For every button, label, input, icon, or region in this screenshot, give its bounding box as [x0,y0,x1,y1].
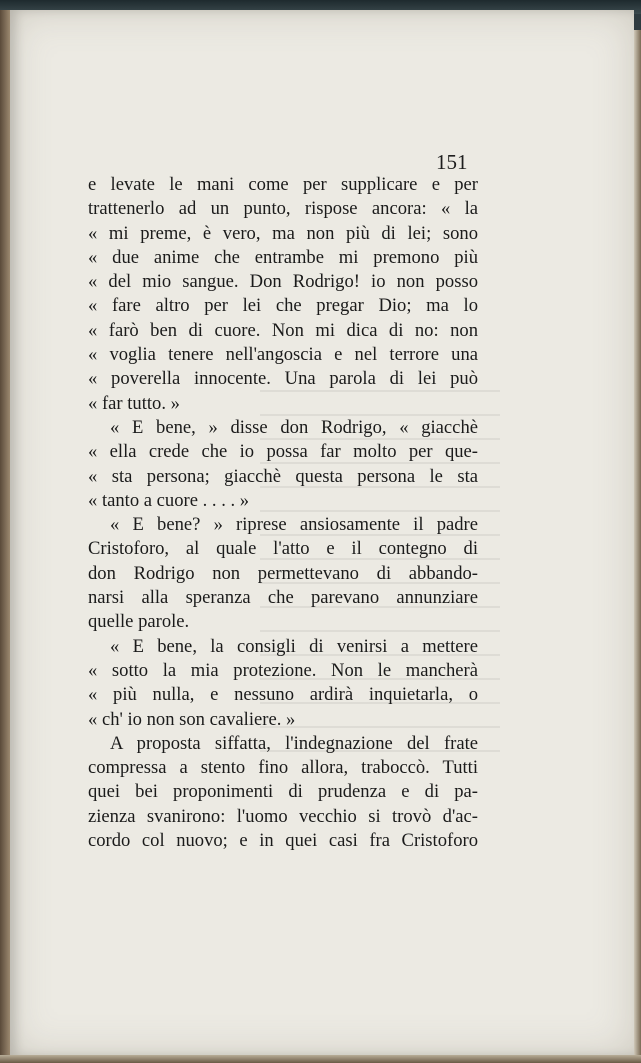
text-line: « più nulla, e nessuno ardirà inquietarla, o [88,684,478,706]
text-line: zienza svanirono: l'uomo vecchio si trovò d'ac- [88,805,478,827]
page-fore-edge [634,30,641,1063]
text-line: cordo col nuovo; e in quei casi fra Cristoforo [88,830,478,852]
text-line: compressa a stento fino allora, traboccò. Tutti [88,757,478,779]
text-line: « sotto la mia protezione. Non le mancherà [88,659,478,681]
text-line: quelle parole. [88,611,190,633]
text-line: « mi preme, è vero, ma non più di lei; sono [88,222,478,244]
text-line: « due anime che entrambe mi premono più [88,246,478,268]
text-line: « poverella innocente. Una parola di lei può [88,368,478,390]
text-line: « sta persona; giacchè questa persona le sta [88,465,478,487]
page-number: 151 [436,150,468,174]
text-line: « E bene? » riprese ansiosamente il padre [110,514,478,536]
text-line: « far tutto. » [88,392,180,414]
text-line: « voglia tenere nell'angoscia e nel terrore una [88,344,478,366]
text-line: « ch' io non son cavaliere. » [88,708,296,730]
text-line: « tanto a cuore . . . . » [88,489,250,511]
text-line: e levate le mani come per supplicare e per [88,174,478,195]
page-bottom-edge [0,1055,641,1063]
body-text [88,173,478,853]
text-line: « del mio sangue. Don Rodrigo! io non posso [88,271,478,293]
text-line: « E bene, » disse don Rodrigo, « giacchè [110,416,478,438]
text-line: trattenerlo ad un punto, rispose ancora: « la [88,198,478,220]
text-line: « ella crede che io possa far molto per que- [88,441,478,463]
text-line: don Rodrigo non permettevano di abbando- [88,562,478,584]
text-line: Cristoforo, al quale l'atto e il contegno di [88,538,478,560]
text-line: « fare altro per lei che pregar Dio; ma lo [88,295,478,317]
text-line: A proposta siffatta, l'indegnazione del frate [110,732,478,754]
text-line: narsi alla speranza che parevano annunziare [88,587,478,609]
text-line: « farò ben di cuore. Non mi dica di no: non [88,319,478,341]
text-line: quei bei proponimenti di prudenza e di pa- [88,781,478,803]
text-line: « E bene, la consigli di venirsi a mettere [110,635,478,657]
